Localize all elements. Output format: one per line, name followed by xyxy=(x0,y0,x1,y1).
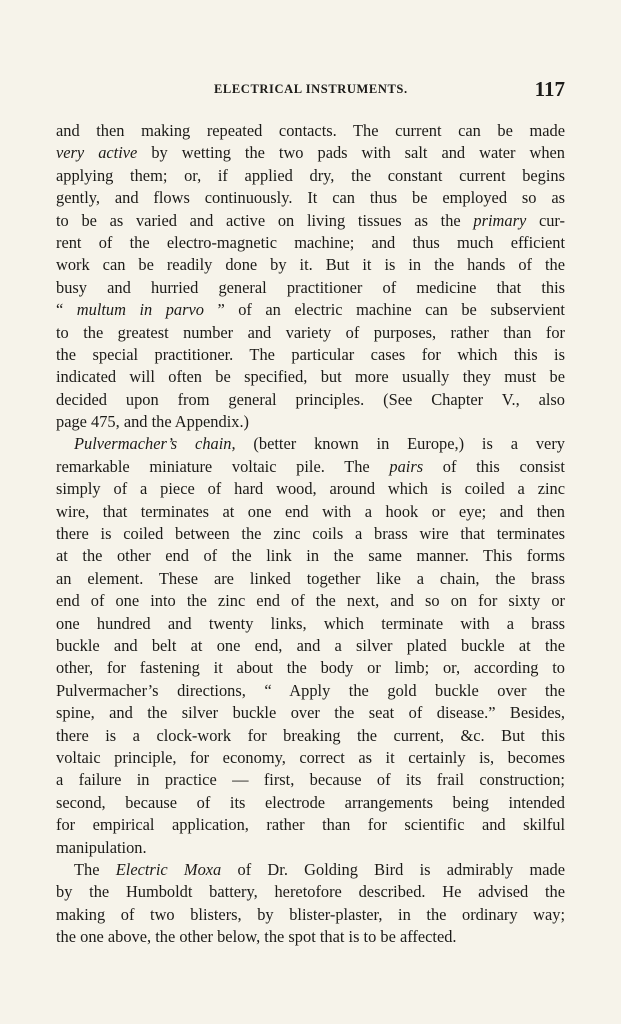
italic-run: pairs xyxy=(389,456,424,476)
text-run: manipulation. xyxy=(56,837,147,857)
text-run: ” of an electric machine can be subservient xyxy=(203,300,565,320)
text-run: indicated will often be specified, but more usually they must be xyxy=(56,367,565,387)
text-run: by wetting the two pads with salt and water when xyxy=(137,143,566,163)
text-line xyxy=(56,702,565,724)
text-run: an element. These are linked together like a chain, the brass xyxy=(56,568,565,588)
italic-run: Electric Moxa xyxy=(115,859,222,879)
text-run: wire, that terminates at one end with a hook or eye; and then xyxy=(56,501,565,521)
page-number: 117 xyxy=(534,77,565,101)
text-run: to the greatest number and variety of purposes, rather than for xyxy=(56,322,565,342)
text-line xyxy=(56,926,565,948)
body-text xyxy=(56,120,565,948)
text-run: there is a clock-work for breaking the current, &c. But this xyxy=(56,725,565,745)
text-run: remarkable miniature voltaic pile. The xyxy=(56,456,390,476)
text-line xyxy=(56,814,565,836)
text-run: (better known in Europe,) is a very xyxy=(235,434,565,454)
text-run: other, for fastening it about the body or limb; or, according to xyxy=(56,658,565,678)
text-run: the special practitioner. The particular cases for which this is xyxy=(56,344,565,364)
text-run: and then making repeated contacts. The current can be made xyxy=(56,121,565,140)
text-line xyxy=(56,590,565,612)
text-run: The xyxy=(74,859,116,879)
text-run: decided upon from general principles. (See Chapter V., also xyxy=(56,389,565,409)
text-run: of Dr. Golding Bird is admirably made xyxy=(221,859,565,879)
text-run: at the other end of the link in the same manner. This forms xyxy=(56,546,565,566)
running-head xyxy=(56,77,565,102)
text-line xyxy=(56,254,565,276)
text-line xyxy=(56,232,565,254)
text-line xyxy=(56,322,565,344)
text-line xyxy=(56,344,565,366)
text-run: a failure in practice — first, because of its frail construction; xyxy=(56,770,565,790)
text-run: second, because of its electrode arrangements being intended xyxy=(56,792,565,812)
text-run: “ xyxy=(56,300,77,320)
text-line xyxy=(56,120,565,142)
text-line xyxy=(56,792,565,814)
text-line xyxy=(56,501,565,523)
text-line xyxy=(56,389,565,411)
text-line xyxy=(56,210,565,232)
text-run: busy and hurried general practitioner of medicine that this xyxy=(56,277,565,297)
text-run: voltaic principle, for economy, correct as it certainly is, becomes xyxy=(56,747,565,767)
text-run: Pulvermacher’s directions, “ Apply the gold buckle over the xyxy=(56,680,565,700)
running-head-title: ELECTRICAL INSTRUMENTS. xyxy=(214,82,408,96)
text-line xyxy=(56,165,565,187)
text-line xyxy=(56,478,565,500)
text-line xyxy=(56,613,565,635)
text-run: the one above, the other below, the spot that is to be affected. xyxy=(56,927,457,947)
italic-run: multum in parvo xyxy=(76,300,204,320)
text-line xyxy=(56,456,565,478)
text-line xyxy=(56,568,565,590)
text-run: page 475, and the Appendix.) xyxy=(56,412,249,432)
text-line xyxy=(56,881,565,903)
text-run: of this consist xyxy=(423,456,565,476)
text-line xyxy=(56,725,565,747)
text-run: by the Humboldt battery, heretofore described. He advised the xyxy=(56,882,565,902)
text-line xyxy=(56,523,565,545)
text-line xyxy=(56,837,565,859)
text-line xyxy=(56,411,565,433)
italic-run: primary xyxy=(473,210,527,230)
text-run: work can be readily done by it. But it is in the hands of the xyxy=(56,255,565,275)
text-run: end of one into the zinc end of the next, and so on for sixty or xyxy=(56,591,565,611)
text-run: there is coiled between the zinc coils a brass wire that terminates xyxy=(56,524,565,544)
text-line xyxy=(56,142,565,164)
text-run: rent of the electro-magnetic machine; and thus much efficient xyxy=(56,232,565,252)
text-run: making of two blisters, by blister-plaster, in the ordinary way; xyxy=(56,904,565,924)
text-line xyxy=(56,657,565,679)
text-line xyxy=(56,680,565,702)
text-line xyxy=(56,769,565,791)
text-run: for empirical application, rather than for scientific and skilful xyxy=(56,815,565,835)
text-line xyxy=(56,904,565,926)
text-line xyxy=(56,299,565,321)
text-run: simply of a piece of hard wood, around which is coiled a zinc xyxy=(56,479,565,499)
text-run: gently, and flows continuously. It can thus be employed so as xyxy=(56,188,565,208)
text-line xyxy=(56,747,565,769)
text-run: spine, and the silver buckle over the seat of disease.” Besides, xyxy=(56,703,565,723)
text-run: applying them; or, if applied dry, the constant current begins xyxy=(56,165,565,185)
text-run: cur- xyxy=(526,210,565,230)
text-line xyxy=(56,187,565,209)
text-line xyxy=(56,545,565,567)
text-line xyxy=(56,366,565,388)
text-line xyxy=(56,635,565,657)
text-line xyxy=(56,859,565,881)
italic-run: Pulvermacher’s chain, xyxy=(74,434,236,454)
text-run: buckle and belt at one end, and a silver plated buckle at the xyxy=(56,635,565,655)
text-line xyxy=(56,277,565,299)
text-line xyxy=(56,433,565,455)
text-run: one hundred and twenty links, which terminate with a brass xyxy=(56,613,565,633)
text-run: to be as varied and active on living tissues as the xyxy=(56,210,474,230)
italic-run: very active xyxy=(56,143,138,163)
